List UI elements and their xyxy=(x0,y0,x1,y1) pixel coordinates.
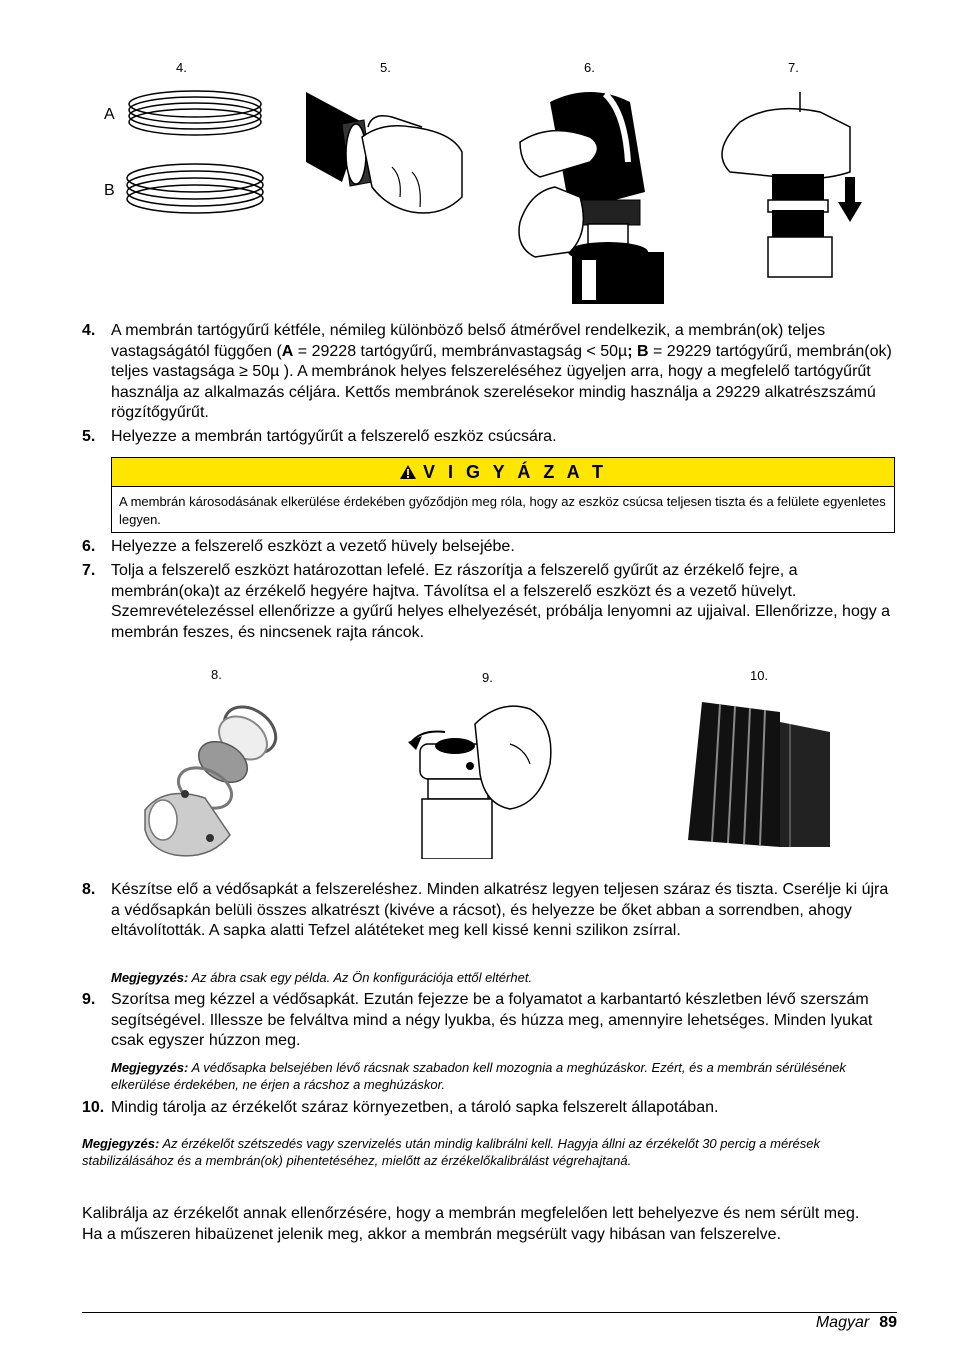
caution-box xyxy=(111,457,895,533)
figure-8-cap-parts xyxy=(135,690,295,860)
figure-7-push-down xyxy=(710,82,875,282)
step-5 xyxy=(82,427,897,448)
note-label: Megjegyzés: xyxy=(111,970,189,985)
figure-6-number: 6. xyxy=(584,60,595,75)
step-text-part: = 29228 tartógyűrű, membránvastagság < 50µ xyxy=(293,342,628,360)
step-text: Helyezze a felszerelő eszközt a vezető hüvely belsejébe. xyxy=(111,538,515,555)
tool-hand-illustration xyxy=(302,82,467,222)
footer-language: Magyar xyxy=(815,1314,870,1331)
figure-4-retaining-rings xyxy=(100,82,270,222)
closing-paragraph: Kalibrálja az érzékelőt annak ellenőrzésére, hogy a membrán megfelelően lett behelyezve és nem sérült meg. Ha a műszeren hibaüzenet jelenik meg, akkor a membrán megsérült vagy hibásan van felszerelve. xyxy=(82,1205,860,1243)
warning-triangle-icon xyxy=(399,464,417,480)
note-label: Megjegyzés: xyxy=(111,1060,189,1075)
step-text: Készítse elő a védősapkát a felszereléshez. Minden alkatrész legyen teljesen száraz és tiszta. Cserélje ki újra a védősapkán belüli összes alkatrészt (kivéve a rácsot), és helyezze be őket abban a sorrendben, ahogy eltávolították. A sapka alatti Tefzel alátéteket meg kell kissé kenni szilikon zsírral. xyxy=(111,881,889,939)
page-number: 89 xyxy=(879,1314,897,1331)
note-step-8 xyxy=(111,969,891,986)
note-text: Az érzékelőt szétszedés vagy szervizelés után mindig kalibrálni kell. Hagyja állni az érzékelőt 30 percig a mérések stabilizálásához és a membrán(ok) pihentetéséhez, mielőtt az érzékelőkalibrálást végrehajtaná. xyxy=(82,1136,820,1168)
figure-6-tool-into-sleeve xyxy=(510,82,675,304)
figure-9-number: 9. xyxy=(482,670,493,685)
step-9 xyxy=(82,990,897,1052)
figure-10-number: 10. xyxy=(750,668,769,683)
caution-title: V I G Y Á Z A T xyxy=(422,461,608,482)
step-text-bold: ; B xyxy=(627,342,649,360)
push-down-illustration xyxy=(710,82,875,282)
step-7 xyxy=(82,561,897,643)
figure-5-number: 5. xyxy=(380,60,391,75)
step-number: 4. xyxy=(82,322,96,339)
step-text-bold: A xyxy=(281,342,294,360)
step-text: Helyezze a membrán tartógyűrűt a felszerelő eszköz csúcsára. xyxy=(111,428,557,445)
figure-label-b: B xyxy=(104,182,115,199)
step-number: 8. xyxy=(82,881,96,898)
note-general xyxy=(82,1135,852,1169)
step-number: 9. xyxy=(82,991,96,1008)
figure-4-number: 4. xyxy=(176,60,187,75)
figure-8-number: 8. xyxy=(211,667,222,682)
note-text: A védősapka belsejében lévő rácsnak szabadon kell mozognia a meghúzáskor. Ezért, és a membrán sérülésének elkerülése érdekében, ne érjen a rácshoz a meghúzáskor. xyxy=(111,1060,846,1092)
figure-7-number: 7. xyxy=(788,60,799,75)
step-4 xyxy=(82,321,897,424)
step-text-part: = 29229 tartógyűrű, membrán(ok) teljes vastagsága ≥ 50µ ). A membránok helyes felszereléséhez ügyeljen arra, hogy a megfelelő tartógyűrűt használja az alkalmazás céljára. Kettős membránok szerelésekor mindig használja a 29229 alkatrészszámú rögzítőgyűrűt. xyxy=(111,342,892,421)
step-text-part: A membrán tartógyűrű kétféle, némileg különböző belső átmérővel rendelkezik, a membrán(ok) teljes vastagságától függően ( xyxy=(111,322,826,360)
step-number: 5. xyxy=(82,428,96,445)
page-footer xyxy=(816,1314,897,1332)
step-number: 6. xyxy=(82,538,96,555)
caution-header xyxy=(112,458,894,487)
note-step-9 xyxy=(111,1059,871,1093)
step-number: 7. xyxy=(82,562,96,579)
step-text: Szorítsa meg kézzel a védősapkát. Ezután fejezze be a folyamatot a karbantartó készletben lévő szerszám segítségével. Illessze be felváltva mind a négy lyukba, és húzza meg, amennyire lehetséges. Minden lyukat csak egyszer húzzon meg. xyxy=(111,991,873,1049)
cap-parts-illustration xyxy=(135,690,295,860)
step-text: Mindig tárolja az érzékelőt száraz környezetben, a tároló sapka felszerelt állapotában. xyxy=(111,1099,719,1116)
note-label: Megjegyzés: xyxy=(82,1136,160,1151)
tool-sleeve-illustration xyxy=(510,82,675,304)
note-text: Az ábra csak egy példa. Az Ön konfigurációja ettől eltérhet. xyxy=(191,970,533,985)
step-6 xyxy=(82,537,897,558)
step-8 xyxy=(82,880,897,942)
tighten-cap-illustration xyxy=(400,694,560,859)
figure-label-a: A xyxy=(104,106,115,123)
figure-5-tool-tip xyxy=(302,82,467,222)
figure-10-storage-cap xyxy=(680,692,840,857)
rings-illustration xyxy=(100,82,270,222)
step-text: Tolja a felszerelő eszközt határozottan lefelé. Ez rászorítja a felszerelő gyűrűt az érzékelő fejre, a membrán(oka)t az érzékelő hegyére hajtva. Távolítsa el a felszerelő eszközt és a vezető hüvelyt. Szemrevételezéssel ellenőrizze a gyűrű helyes elhelyezését, próbálja lenyomni az ujjaival. Ellenőrizze, hogy a membrán feszes, és nincsenek rajta ráncok. xyxy=(111,562,891,641)
storage-cap-illustration xyxy=(680,692,840,857)
figure-9-tighten-cap xyxy=(400,694,560,859)
step-number: 10. xyxy=(82,1099,105,1116)
caution-body: A membrán károsodásának elkerülése érdekében győződjön meg róla, hogy az eszköz csúcsa teljesen tiszta és a felülete egyenletes legyen. xyxy=(119,494,886,527)
step-10 xyxy=(82,1098,897,1119)
footer-divider xyxy=(82,1312,897,1313)
step-text xyxy=(111,321,897,424)
